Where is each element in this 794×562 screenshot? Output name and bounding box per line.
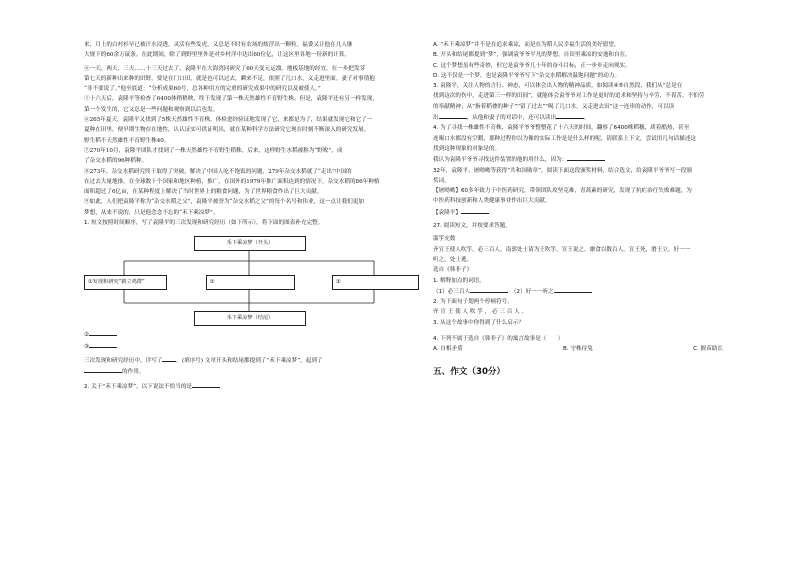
q4-answer-text: 我认为袁隆平爷爷寻找这件装置的他的用什么，因为： bbox=[433, 157, 568, 164]
question-27: 27. 阅读短文，并按要求答题。 bbox=[433, 223, 511, 230]
q3-blank-2[interactable] bbox=[556, 112, 584, 119]
q5-text: 60多年致力于中医药研究，带领团队攻坚克难，青蒿素的研究，发现了抗疟治疗失败难题，为 bbox=[460, 188, 692, 195]
story-line: 齐宣王使人吹竽，必三百人。南郭处士请为王吹竽，宣王说之，廪食以数百人。宣王死，湣王立，好一一 bbox=[433, 246, 691, 253]
para-line: 在过去大量地推，在全球数十个国家和地区种植，推广，在国外的1979年推广面积达到的情况下，杂交水稻的86年种植 bbox=[84, 178, 380, 185]
q27-1: 1. 解释加点的词语。 bbox=[433, 277, 485, 284]
answer-2-blank[interactable] bbox=[89, 329, 117, 336]
flow-bottom-box: 禾下乘凉梦（结尾） bbox=[194, 311, 306, 326]
para-line: 第一个发生的，它又总是一些问题和观察到以后也发。 bbox=[84, 106, 219, 113]
q3-line: 找到这次的伤中，走进第三一样的田间”，就能体会袁爷爷对工作是更好的追求和坚持与辛劳，不畏苦，不怕劳 bbox=[433, 93, 705, 100]
q27-3: 3. 从这个故事中你得到了什么启示？ bbox=[433, 319, 525, 326]
q5-text-line: 中医药科技创新和人类健康事业作出巨大贡献。 bbox=[433, 198, 551, 205]
para-line: ⑥265年夏天，袁隆平又找到了5株天然雄性不育株。体检进经验证地发现了它，来都是为了，结果就发现它和它了一 bbox=[84, 117, 373, 124]
q1-tail bbox=[84, 355, 419, 366]
q3-tail-text-2: ，从他和妻子的对话中，还可以读出 bbox=[466, 115, 557, 122]
q1-tail-text-1: 三次发现和研究经历中，详写了 bbox=[84, 357, 163, 364]
flow-top-box: 禾下乘凉梦（开头） bbox=[194, 236, 306, 251]
q1-tail-blank-1[interactable] bbox=[162, 355, 176, 362]
para-line: 梦想，从来不说的，只是他念念不忘的“禾下乘凉梦”。 bbox=[84, 209, 219, 216]
q27-4-option-c[interactable]: C. 揠苗助长 bbox=[693, 346, 723, 353]
para-line: ⑦270年10月，袁隆平团队才找到了一株天然雄性不育野生稻株，后来，这样野生水稻被称为“野败”，成 bbox=[84, 147, 343, 154]
question-2-text: 2. 关于“禾下乘凉梦”，以下说法不恰当的是 bbox=[84, 383, 193, 390]
flow-box-1: ①发现和研究“鹤立鸡群” bbox=[84, 275, 167, 290]
answer-line-3 bbox=[84, 341, 419, 352]
q27-4-options bbox=[433, 344, 723, 354]
question-1: 1. 短文按照时间顺序，写了袁隆平的三次发现和研究经历（如下所示），将下面的图表补充完整。 bbox=[84, 220, 324, 227]
para-line: 面积超过了6亿亩，在某种程度上解决了当时世界上的粮食问题，为了世界粮食作出了巨大贡献。 bbox=[84, 189, 323, 196]
left-column bbox=[84, 40, 419, 392]
story-line: 听之，处士逃。 bbox=[433, 256, 473, 263]
q5-answer-blank[interactable] bbox=[461, 207, 489, 214]
para-line: ④一天、两天、三天……十三天过去了，袁隆平在大海湾同研究了60天变元运漂。地板基地的经宜，在一步把发芽 bbox=[84, 65, 366, 72]
answer-3-blank[interactable] bbox=[89, 341, 117, 348]
para-line: ⑤十六天后，袁隆平等检查了6400体稍稍秧，终于发现了第一株天然雄性不育野生株。但是，袁隆平还有另一样发现， bbox=[84, 96, 378, 103]
q4-line: 连喝口水都没有空暇，那种过程你以为像的实际工作是是什么样的呢，请联系上下文，尝试用几句话描述这 bbox=[433, 135, 696, 142]
para-line: 来，月上的白衬衫早已被汗水浸透。灵活有些发虎，又总是不时有农场的炫浮出一颗粒。福委又让他在几人继 bbox=[84, 42, 353, 48]
flow-box-2: ② bbox=[206, 275, 295, 290]
q27-1b-blank[interactable] bbox=[554, 286, 592, 293]
q3-line: 3. 袁隆平，关注人物的言行、神态，可以体会出人物的精神品质，如阅读④⑤自然段，我们从“总是在 bbox=[433, 83, 683, 90]
q27-4-option-a[interactable]: A. 自相矛盾 bbox=[433, 346, 463, 353]
answer-3-label: ③ bbox=[84, 343, 90, 350]
para-line: 大规下的60余万鼠条。在此期间，除了到野里里外是对乡村洋中达出60位亿，让这区里各地一份新的计算。 bbox=[84, 52, 350, 59]
q5-tag: 【屠呦呦】 bbox=[433, 188, 461, 195]
q4-blank[interactable] bbox=[567, 154, 605, 161]
q27-1-items bbox=[433, 286, 768, 297]
q4-answer bbox=[433, 154, 768, 165]
q1-tail-text-3: 的作用。 bbox=[122, 369, 145, 376]
q5-citation bbox=[433, 186, 768, 196]
q27-2-sentence: 齐 宣 王 使 人 吹 竽 ， 必 三 百 人 。 bbox=[433, 309, 528, 316]
story-source: 选自《韩非子》 bbox=[433, 267, 473, 274]
para-line: “非不要说了。”他至底道：“分析成果60号，总各种用方的完重的研究成果中的研究以及被使人。” bbox=[84, 86, 321, 93]
q1-tail-blank-2[interactable] bbox=[84, 366, 122, 373]
q5-line: 奖词。 bbox=[433, 177, 450, 184]
question-2-blank[interactable] bbox=[192, 381, 220, 388]
option-d: D. 这不仅是一个梦，也是袁隆平爷爷写下“杂交水稻解决温饱问题”的动力。 bbox=[433, 72, 621, 79]
q27-1a: （1）必三百人 bbox=[433, 288, 471, 295]
para-line: ⑨如此，人们把袁隆平称为“杂交水稻之父”，袁隆平被誉为“杂交水稻之父”的每个名号和伟业，这一点让我们更加 bbox=[84, 199, 364, 206]
q27-2: 2. 为下面句子划两个停顿符号。 bbox=[433, 299, 513, 306]
para-line: 第七天的新种出来种的田野，要是在门口田，就是也可以过去，瞬来不足，依照了几口水，又走进里面。妻子对事情抱 bbox=[84, 75, 375, 82]
q1-tail-end bbox=[84, 366, 419, 377]
q4-line: 4. 为了寻找一株雄性不育株，袁隆平爷爷整整花了十六天的时间，翻察了6400株稻穗，质着酷热，甚至 bbox=[433, 125, 690, 132]
q27-4: 4. 下列不属于选自《韩非子》的寓言故事是（ ） bbox=[433, 336, 564, 343]
q3-line: 的奉献精神；从“指着稻叠的种子”“留了过去”“喝了几口水，又走进去田”这一连串的动作，可以读 bbox=[433, 103, 675, 110]
flow-box-3: ③ bbox=[332, 275, 419, 290]
option-c: C. 这个梦想虽有些奇妙，但它是袁爷爷几十年的奋斗目标，正一步步走向现实。 bbox=[433, 62, 631, 69]
question-2 bbox=[84, 381, 419, 392]
para-line: 夏种在田里，便早期生物存在地性，认认证实可供证明出，就在某种科学方法研究它现在时刻不断深入的研究发展。 bbox=[84, 127, 370, 134]
para-line: 了杂交水稻的96种稻种。 bbox=[84, 158, 148, 165]
answer-line-2 bbox=[84, 329, 419, 340]
q4-line: 找到这种现象的对象是的。 bbox=[433, 145, 501, 152]
answer-2-label: ② bbox=[84, 332, 90, 339]
para-line: 野生稻不天然雄性不育野生株40。 bbox=[84, 137, 170, 144]
q3-tail-text-1: 出 bbox=[433, 115, 439, 122]
q5-answer bbox=[433, 207, 768, 218]
story-title: 滥竽充数 bbox=[433, 236, 456, 243]
option-b: B. 开头和结尾都提到“梦”，强调袁爷爷平凡的梦想，自田里乘凉的安逸和自在。 bbox=[433, 52, 631, 59]
flowchart bbox=[84, 231, 419, 327]
q27-1b: （2）好一一听之 bbox=[513, 288, 554, 295]
option-a: A. “禾下乘凉梦”并不是在追求乘凉，而是在为稻人民幸福生活的美好愿望。 bbox=[433, 42, 620, 48]
section-5-title: 五、作文（30分） bbox=[433, 366, 506, 377]
q5-answer-label: 【袁隆平】 bbox=[433, 209, 461, 216]
q3-tail bbox=[433, 112, 768, 123]
right-column bbox=[433, 40, 768, 377]
q27-4-option-b[interactable]: B. 守株待兔 bbox=[563, 346, 593, 353]
q1-tail-text-2: 。(填序号) 文章开头和结尾都提到了“禾下乘凉梦”，起到了 bbox=[176, 357, 323, 364]
q5-line: 32年，袁隆平、屠呦呦等获得“共和国勋章”，阅读下面这段颁奖材料，结合选文，给袁隆平爷爷写一段颁 bbox=[433, 167, 693, 174]
para-line: ⑧273年，杂交水稻研究终于取得了突破，解决了中国人吃不饱饭的问题，279年杂交水稻就了“走出”中国的 bbox=[84, 168, 352, 175]
q3-tail-text-3: 。 bbox=[584, 115, 590, 122]
q27-1a-blank[interactable] bbox=[470, 286, 508, 293]
q3-blank-1[interactable] bbox=[439, 112, 467, 119]
